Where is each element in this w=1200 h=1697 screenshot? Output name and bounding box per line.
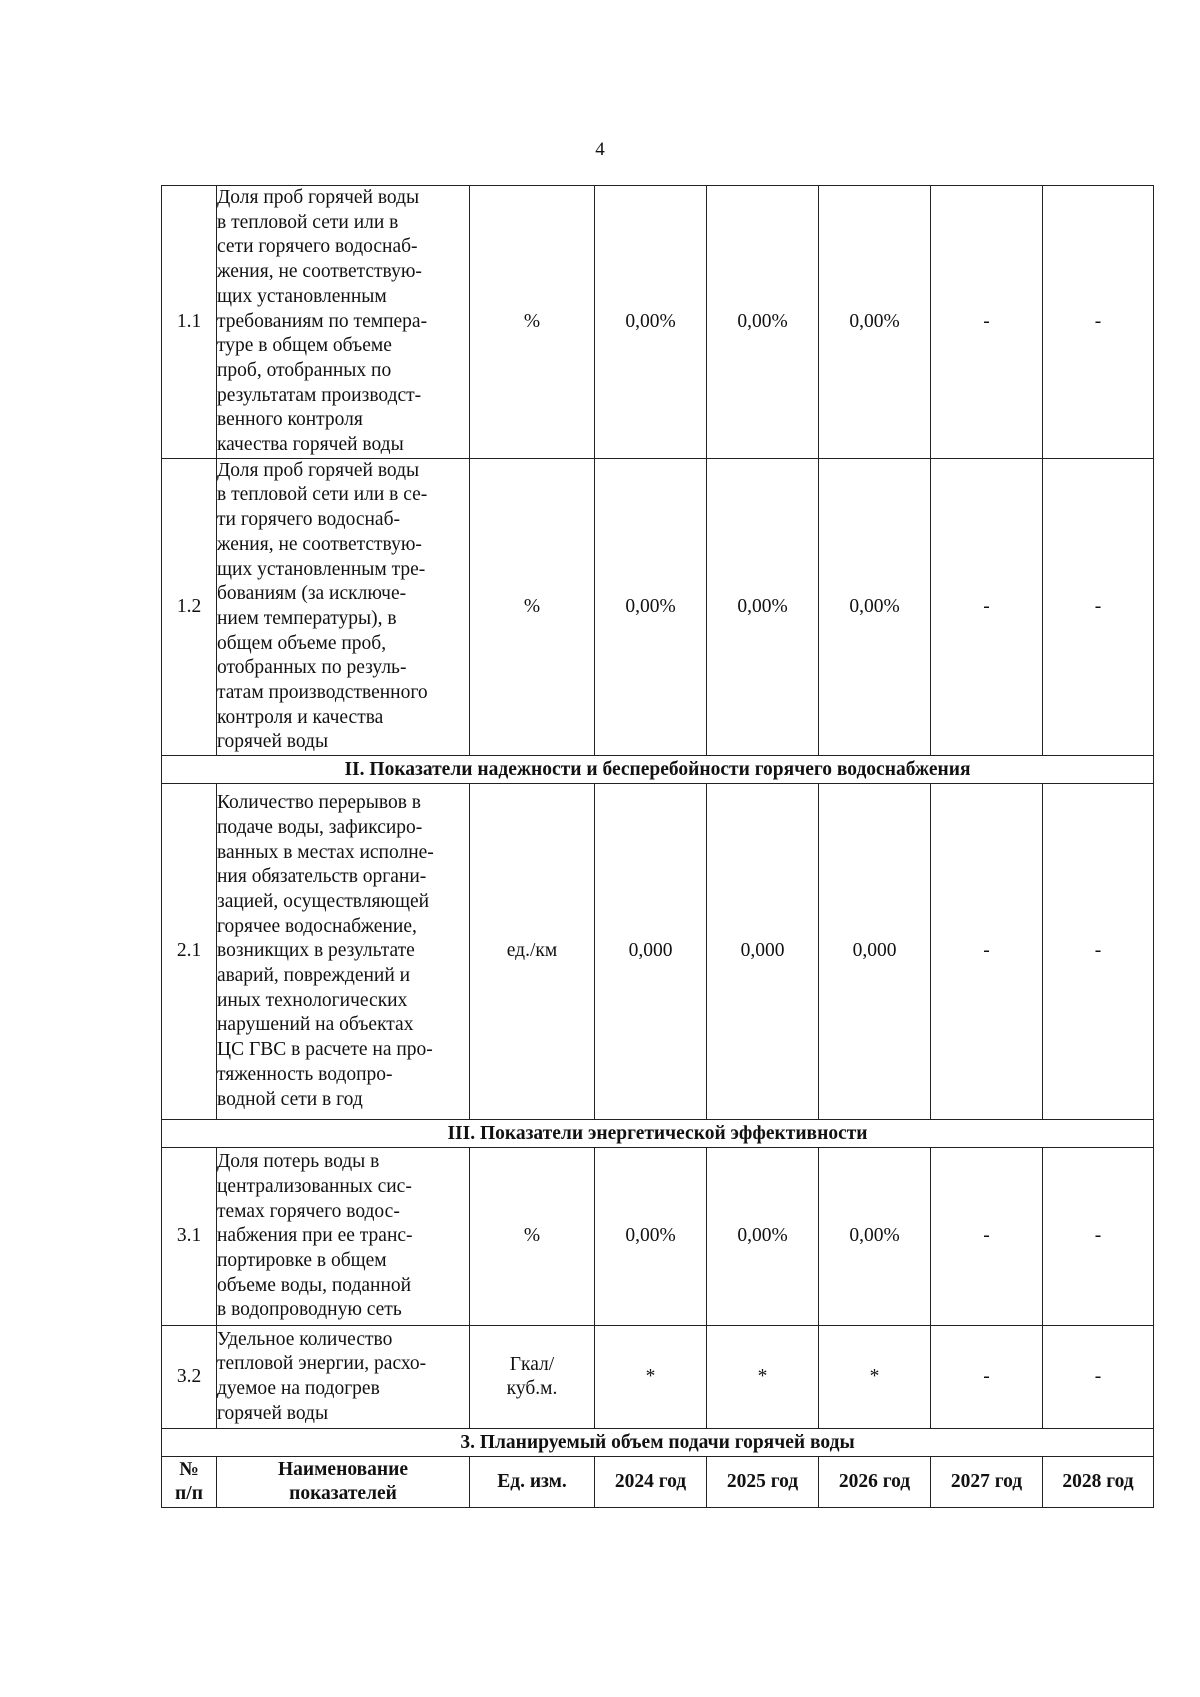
value-2026: 0,00%: [819, 1148, 931, 1326]
section-row: [162, 756, 1154, 784]
value-2028: -: [1043, 1326, 1154, 1429]
table-row: [162, 186, 1154, 459]
header-year-2026: 2026 год: [819, 1457, 931, 1508]
value-2027: -: [931, 1326, 1043, 1429]
value-2027: -: [931, 186, 1043, 459]
row-number: 2.1: [162, 784, 217, 1120]
value-2026: 0,00%: [819, 458, 931, 755]
row-number: 3.2: [162, 1326, 217, 1429]
indicators-table: [161, 185, 1154, 1508]
value-2027: -: [931, 784, 1043, 1120]
indicator-name: Доля потерь воды в централизованных сис- темах горячего водос- набжения при ее транс- портировке в общем объеме воды, поданной в водопроводную сеть: [217, 1148, 470, 1326]
value-2024: *: [595, 1326, 707, 1429]
header-year-2028: 2028 год: [1043, 1457, 1154, 1508]
header-year-2025: 2025 год: [707, 1457, 819, 1508]
page-number: 4: [595, 139, 605, 160]
value-2026: 0,000: [819, 784, 931, 1120]
table-row: [162, 1326, 1154, 1429]
value-2024: 0,000: [595, 784, 707, 1120]
header-name: Наименование показателей: [217, 1457, 470, 1508]
indicator-name: Доля проб горячей воды в тепловой сети или в сети горячего водоснаб- жения, не соответствую- щих установленным требованиям по темпера- туре в общем объеме проб, отобранных по результатам производст- венного контроля качества горячей воды: [217, 186, 470, 459]
table-row: [162, 458, 1154, 755]
indicator-name: Доля проб горячей воды в тепловой сети или в се- ти горячего водоснаб- жения, не соответствую- щих установленным тре- бованиям (за исключе- нием температуры), в общем объеме проб, отобранных по резуль- татам производственного контроля и качества горячей воды: [217, 458, 470, 755]
header-year-2024: 2024 год: [595, 1457, 707, 1508]
section-row: [162, 1120, 1154, 1148]
unit-cell: %: [470, 186, 595, 459]
header-unit: Ед. изм.: [470, 1457, 595, 1508]
section-heading-energy-efficiency: III. Показатели энергетической эффективности: [162, 1120, 1154, 1148]
indicator-name: Количество перерывов в подаче воды, зафиксиро- ванных в местах исполне- ния обязательств органи- зацией, осуществляющей горячее водоснабжение, возникщих в результате аварий, повреждений и иных технологических нарушений на объектах ЦС ГВС в расчете на про- тяженность водопро- водной сети в год: [217, 784, 470, 1120]
value-2028: -: [1043, 1148, 1154, 1326]
value-2028: -: [1043, 458, 1154, 755]
value-2025: 0,00%: [707, 1148, 819, 1326]
row-number: 3.1: [162, 1148, 217, 1326]
value-2026: 0,00%: [819, 186, 931, 459]
value-2024: 0,00%: [595, 458, 707, 755]
unit-cell: %: [470, 1148, 595, 1326]
row-number: 1.2: [162, 458, 217, 755]
unit-cell: ед./км: [470, 784, 595, 1120]
table-row: [162, 1148, 1154, 1326]
value-2025: *: [707, 1326, 819, 1429]
table-header-row: [162, 1457, 1154, 1508]
indicator-name: Удельное количество тепловой энергии, расхо- дуемое на подогрев горячей воды: [217, 1326, 470, 1429]
section-heading-planned-volume: 3. Планируемый объем подачи горячей воды: [162, 1429, 1154, 1457]
value-2025: 0,000: [707, 784, 819, 1120]
table-row: [162, 784, 1154, 1120]
value-2028: -: [1043, 186, 1154, 459]
unit-cell: Гкал/ куб.м.: [470, 1326, 595, 1429]
header-year-2027: 2027 год: [931, 1457, 1043, 1508]
value-2026: *: [819, 1326, 931, 1429]
value-2025: 0,00%: [707, 458, 819, 755]
value-2028: -: [1043, 784, 1154, 1120]
value-2027: -: [931, 1148, 1043, 1326]
value-2024: 0,00%: [595, 186, 707, 459]
value-2024: 0,00%: [595, 1148, 707, 1326]
section-heading-reliability: II. Показатели надежности и бесперебойности горячего водоснабжения: [162, 756, 1154, 784]
section-row: [162, 1429, 1154, 1457]
row-number: 1.1: [162, 186, 217, 459]
value-2025: 0,00%: [707, 186, 819, 459]
value-2027: -: [931, 458, 1043, 755]
header-number: № п/п: [162, 1457, 217, 1508]
unit-cell: %: [470, 458, 595, 755]
